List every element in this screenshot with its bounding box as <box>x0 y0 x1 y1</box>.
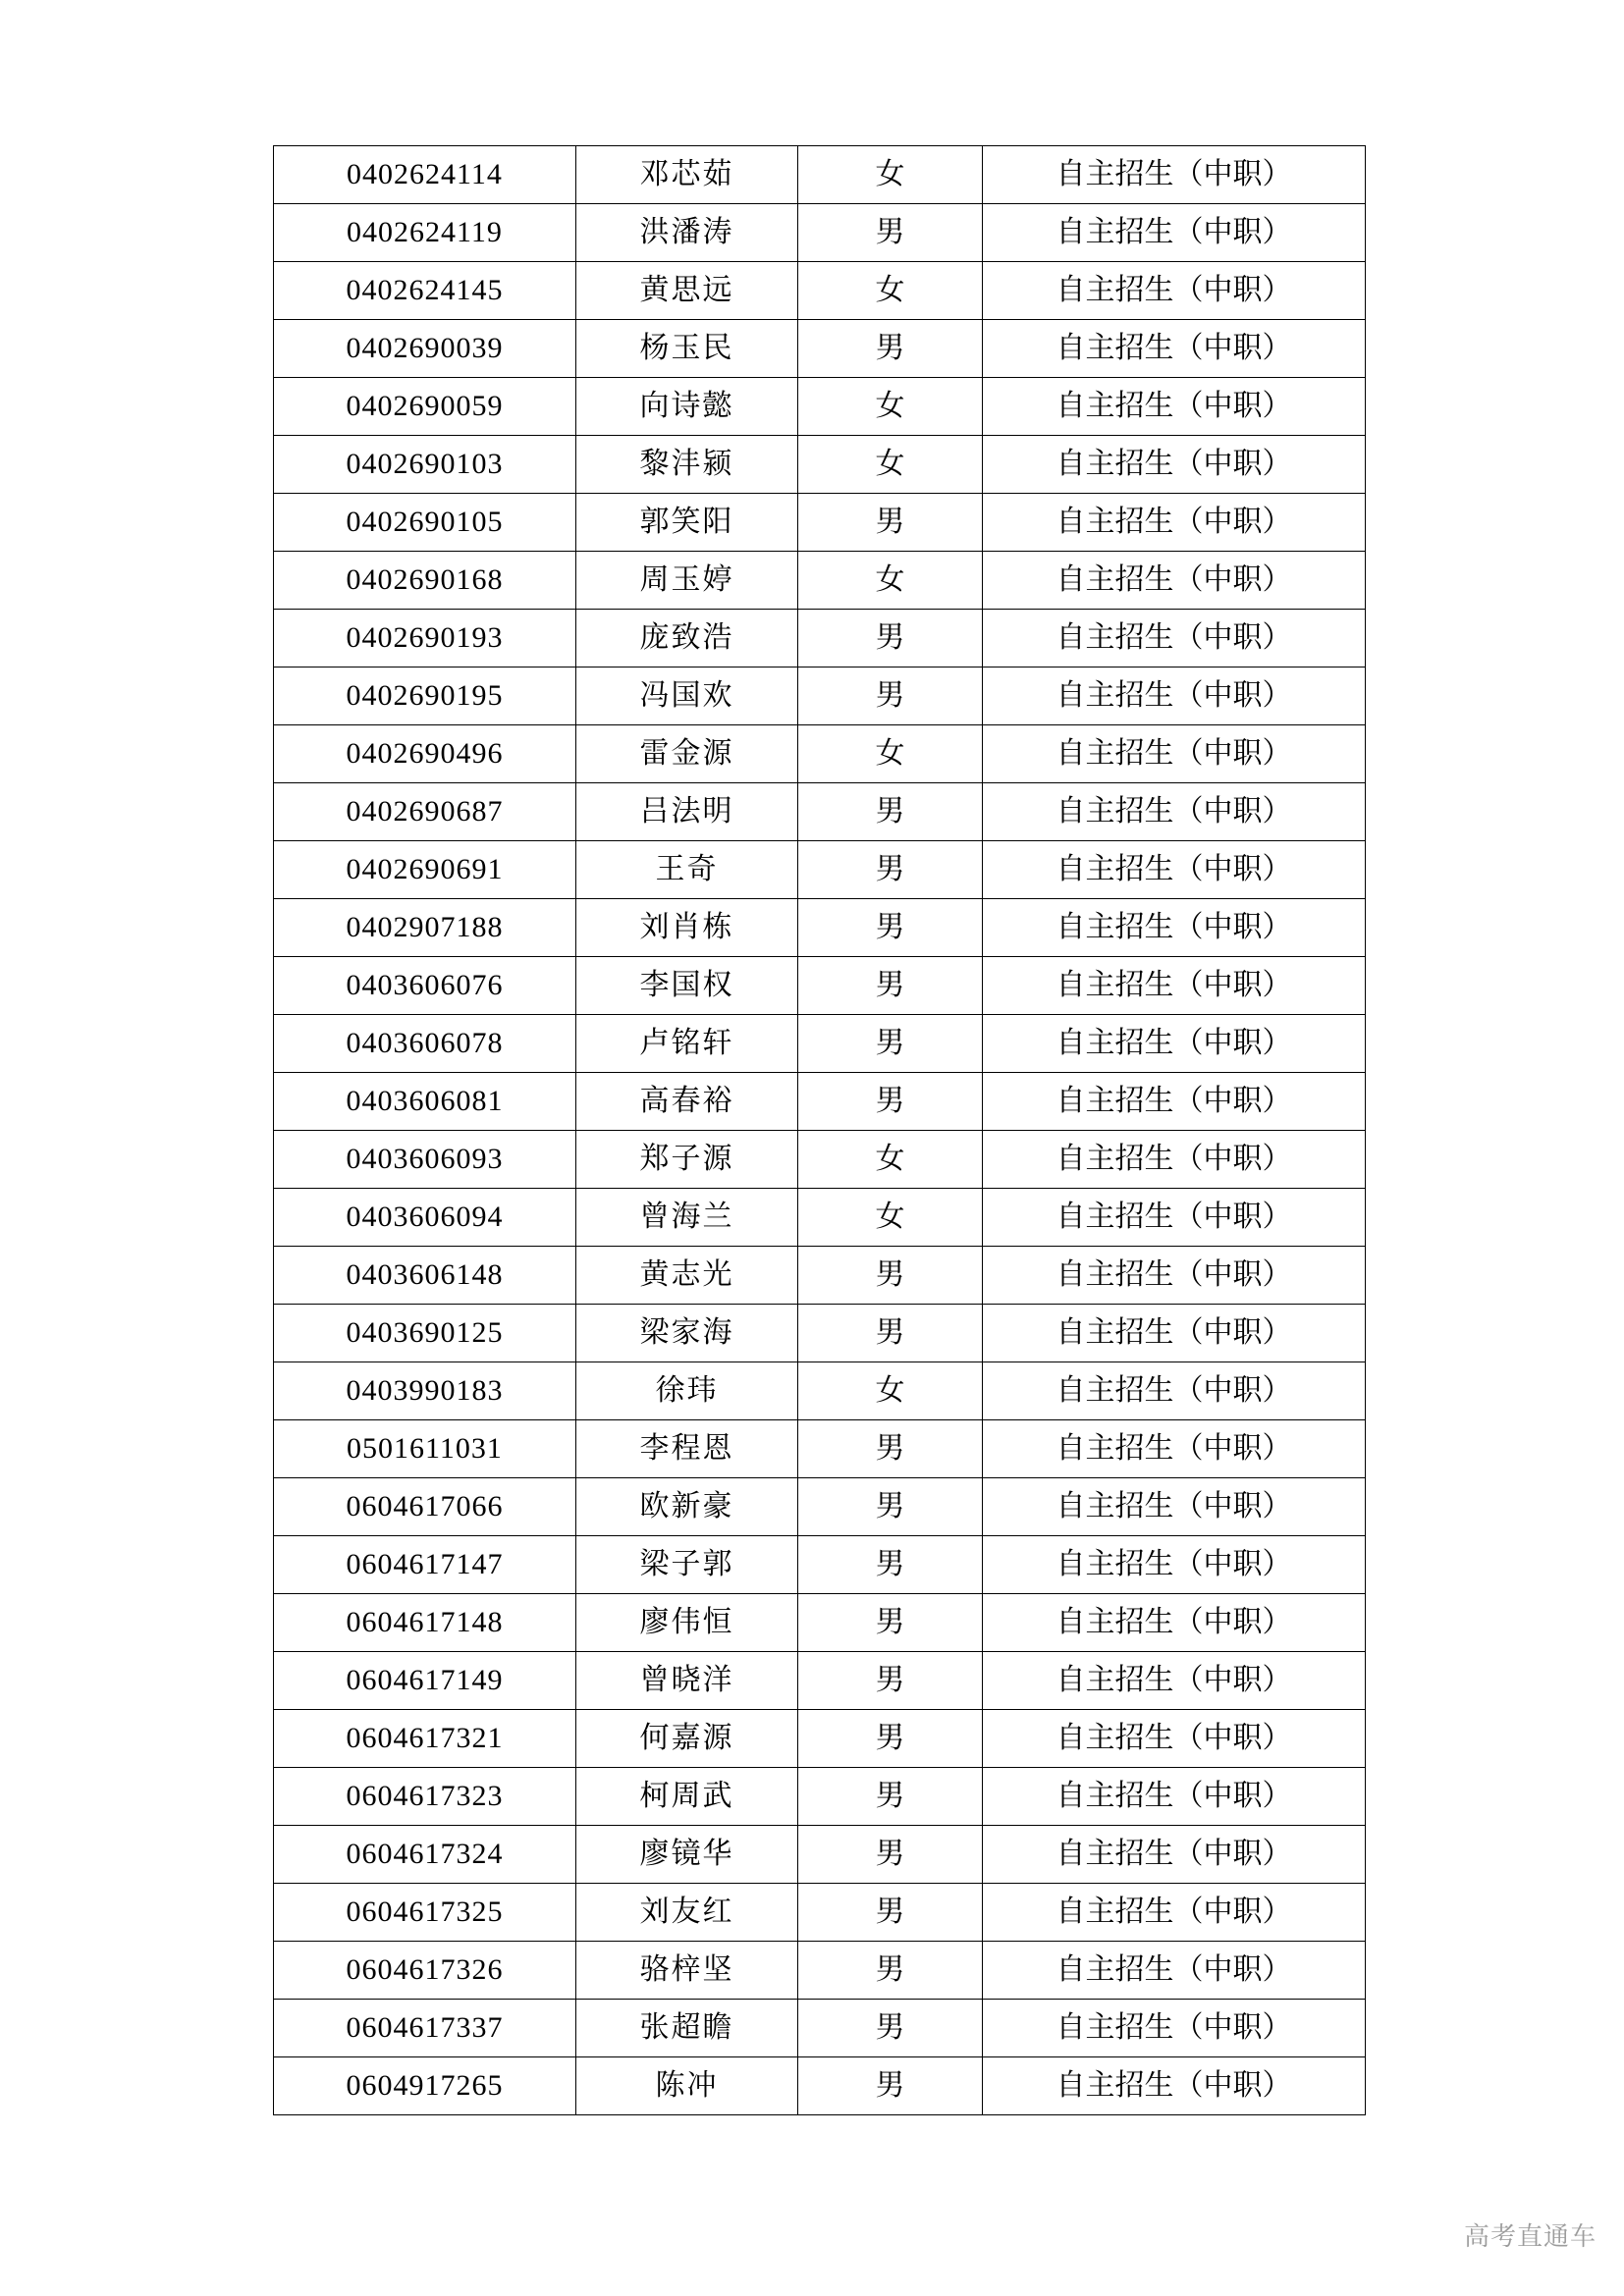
cell-student-name: 黄思远 <box>576 262 798 320</box>
cell-admission-type: 自主招生（中职） <box>983 1536 1366 1594</box>
table-row <box>274 2057 1366 2115</box>
cell-admission-type: 自主招生（中职） <box>983 1478 1366 1536</box>
table-row <box>274 1247 1366 1305</box>
cell-student-name: 郭笑阳 <box>576 494 798 552</box>
cell-student-name: 曾晓洋 <box>576 1652 798 1710</box>
cell-admission-type: 自主招生（中职） <box>983 1652 1366 1710</box>
cell-exam-id: 0402690039 <box>274 320 576 378</box>
table-row <box>274 1478 1366 1536</box>
cell-student-name: 周玉婷 <box>576 552 798 610</box>
cell-admission-type: 自主招生（中职） <box>983 1884 1366 1942</box>
cell-admission-type: 自主招生（中职） <box>983 1305 1366 1362</box>
cell-admission-type: 自主招生（中职） <box>983 320 1366 378</box>
cell-gender: 男 <box>798 783 983 841</box>
cell-gender: 男 <box>798 494 983 552</box>
cell-admission-type: 自主招生（中职） <box>983 1710 1366 1768</box>
table-row <box>274 957 1366 1015</box>
cell-exam-id: 0403690125 <box>274 1305 576 1362</box>
table-row <box>274 146 1366 204</box>
cell-student-name: 陈冲 <box>576 2057 798 2115</box>
cell-exam-id: 0604617337 <box>274 2000 576 2057</box>
cell-gender: 女 <box>798 725 983 783</box>
cell-gender: 男 <box>798 2000 983 2057</box>
table-row <box>274 1131 1366 1189</box>
cell-exam-id: 0604617321 <box>274 1710 576 1768</box>
table-row <box>274 1768 1366 1826</box>
table-row <box>274 725 1366 783</box>
table-row <box>274 899 1366 957</box>
cell-exam-id: 0402690691 <box>274 841 576 899</box>
cell-admission-type: 自主招生（中职） <box>983 436 1366 494</box>
cell-exam-id: 0402624145 <box>274 262 576 320</box>
cell-gender: 女 <box>798 378 983 436</box>
table-row <box>274 1942 1366 2000</box>
cell-admission-type: 自主招生（中职） <box>983 204 1366 262</box>
cell-student-name: 黎沣颍 <box>576 436 798 494</box>
cell-student-name: 雷金源 <box>576 725 798 783</box>
table-row <box>274 1652 1366 1710</box>
cell-gender: 男 <box>798 1826 983 1884</box>
cell-gender: 男 <box>798 1536 983 1594</box>
cell-gender: 男 <box>798 1652 983 1710</box>
cell-exam-id: 0402690059 <box>274 378 576 436</box>
cell-student-name: 杨玉民 <box>576 320 798 378</box>
cell-gender: 女 <box>798 436 983 494</box>
cell-admission-type: 自主招生（中职） <box>983 262 1366 320</box>
cell-admission-type: 自主招生（中职） <box>983 2057 1366 2115</box>
table-row <box>274 1884 1366 1942</box>
cell-exam-id: 0604617323 <box>274 1768 576 1826</box>
cell-student-name: 廖镜华 <box>576 1826 798 1884</box>
cell-gender: 女 <box>798 1362 983 1420</box>
table-row <box>274 783 1366 841</box>
cell-exam-id: 0403606093 <box>274 1131 576 1189</box>
cell-student-name: 李国权 <box>576 957 798 1015</box>
table-row <box>274 436 1366 494</box>
cell-admission-type: 自主招生（中职） <box>983 1942 1366 2000</box>
cell-exam-id: 0402624114 <box>274 146 576 204</box>
table-row <box>274 1826 1366 1884</box>
cell-student-name: 柯周武 <box>576 1768 798 1826</box>
cell-student-name: 李程恩 <box>576 1420 798 1478</box>
cell-exam-id: 0403606094 <box>274 1189 576 1247</box>
cell-gender: 男 <box>798 2057 983 2115</box>
cell-student-name: 邓芯茹 <box>576 146 798 204</box>
cell-gender: 男 <box>798 1710 983 1768</box>
cell-student-name: 梁家海 <box>576 1305 798 1362</box>
cell-student-name: 骆梓坚 <box>576 1942 798 2000</box>
table-row <box>274 204 1366 262</box>
cell-gender: 男 <box>798 320 983 378</box>
cell-gender: 女 <box>798 146 983 204</box>
cell-admission-type: 自主招生（中职） <box>983 552 1366 610</box>
table-row <box>274 1189 1366 1247</box>
cell-admission-type: 自主招生（中职） <box>983 1768 1366 1826</box>
cell-gender: 男 <box>798 1073 983 1131</box>
cell-exam-id: 0501611031 <box>274 1420 576 1478</box>
table-row <box>274 2000 1366 2057</box>
cell-student-name: 梁子郭 <box>576 1536 798 1594</box>
table-row <box>274 262 1366 320</box>
cell-gender: 男 <box>798 1594 983 1652</box>
table-row <box>274 1015 1366 1073</box>
cell-exam-id: 0402690687 <box>274 783 576 841</box>
cell-admission-type: 自主招生（中职） <box>983 1131 1366 1189</box>
admissions-table-body <box>274 146 1366 2115</box>
cell-student-name: 王奇 <box>576 841 798 899</box>
table-row <box>274 320 1366 378</box>
cell-gender: 男 <box>798 1305 983 1362</box>
cell-gender: 男 <box>798 1478 983 1536</box>
cell-exam-id: 0604617326 <box>274 1942 576 2000</box>
table-row <box>274 1073 1366 1131</box>
cell-student-name: 郑子源 <box>576 1131 798 1189</box>
cell-exam-id: 0402690105 <box>274 494 576 552</box>
table-row <box>274 494 1366 552</box>
cell-admission-type: 自主招生（中职） <box>983 1826 1366 1884</box>
cell-exam-id: 0402907188 <box>274 899 576 957</box>
cell-gender: 男 <box>798 1768 983 1826</box>
cell-student-name: 张超瞻 <box>576 2000 798 2057</box>
cell-admission-type: 自主招生（中职） <box>983 1594 1366 1652</box>
cell-gender: 女 <box>798 1189 983 1247</box>
table-row <box>274 1420 1366 1478</box>
cell-gender: 男 <box>798 1247 983 1305</box>
cell-admission-type: 自主招生（中职） <box>983 841 1366 899</box>
cell-exam-id: 0402690195 <box>274 667 576 725</box>
cell-exam-id: 0402690193 <box>274 610 576 667</box>
cell-student-name: 向诗懿 <box>576 378 798 436</box>
cell-student-name: 卢铭轩 <box>576 1015 798 1073</box>
cell-gender: 男 <box>798 841 983 899</box>
cell-exam-id: 0604617325 <box>274 1884 576 1942</box>
cell-admission-type: 自主招生（中职） <box>983 494 1366 552</box>
cell-gender: 男 <box>798 204 983 262</box>
cell-gender: 男 <box>798 610 983 667</box>
cell-gender: 女 <box>798 552 983 610</box>
cell-student-name: 徐玮 <box>576 1362 798 1420</box>
cell-exam-id: 0402690103 <box>274 436 576 494</box>
cell-exam-id: 0403990183 <box>274 1362 576 1420</box>
cell-exam-id: 0604617147 <box>274 1536 576 1594</box>
cell-student-name: 何嘉源 <box>576 1710 798 1768</box>
cell-gender: 男 <box>798 1015 983 1073</box>
cell-admission-type: 自主招生（中职） <box>983 725 1366 783</box>
cell-student-name: 曾海兰 <box>576 1189 798 1247</box>
cell-student-name: 刘友红 <box>576 1884 798 1942</box>
cell-admission-type: 自主招生（中职） <box>983 2000 1366 2057</box>
cell-admission-type: 自主招生（中职） <box>983 1362 1366 1420</box>
table-row <box>274 378 1366 436</box>
cell-admission-type: 自主招生（中职） <box>983 1073 1366 1131</box>
cell-student-name: 欧新豪 <box>576 1478 798 1536</box>
table-row <box>274 1710 1366 1768</box>
cell-admission-type: 自主招生（中职） <box>983 1015 1366 1073</box>
cell-student-name: 洪潘涛 <box>576 204 798 262</box>
cell-student-name: 吕法明 <box>576 783 798 841</box>
cell-student-name: 廖伟恒 <box>576 1594 798 1652</box>
cell-exam-id: 0604617148 <box>274 1594 576 1652</box>
cell-admission-type: 自主招生（中职） <box>983 1420 1366 1478</box>
cell-student-name: 冯国欢 <box>576 667 798 725</box>
cell-gender: 男 <box>798 1420 983 1478</box>
cell-admission-type: 自主招生（中职） <box>983 610 1366 667</box>
cell-gender: 男 <box>798 1884 983 1942</box>
cell-exam-id: 0402624119 <box>274 204 576 262</box>
cell-exam-id: 0604917265 <box>274 2057 576 2115</box>
cell-exam-id: 0403606081 <box>274 1073 576 1131</box>
admissions-table <box>273 145 1366 2115</box>
cell-admission-type: 自主招生（中职） <box>983 1247 1366 1305</box>
cell-exam-id: 0403606078 <box>274 1015 576 1073</box>
table-row <box>274 1362 1366 1420</box>
cell-admission-type: 自主招生（中职） <box>983 783 1366 841</box>
table-row <box>274 1536 1366 1594</box>
cell-gender: 男 <box>798 957 983 1015</box>
table-row <box>274 1305 1366 1362</box>
cell-exam-id: 0403606148 <box>274 1247 576 1305</box>
cell-admission-type: 自主招生（中职） <box>983 957 1366 1015</box>
table-row <box>274 841 1366 899</box>
cell-admission-type: 自主招生（中职） <box>983 378 1366 436</box>
cell-gender: 男 <box>798 899 983 957</box>
table-row <box>274 1594 1366 1652</box>
cell-gender: 女 <box>798 1131 983 1189</box>
cell-student-name: 庞致浩 <box>576 610 798 667</box>
cell-student-name: 刘肖栋 <box>576 899 798 957</box>
cell-gender: 男 <box>798 667 983 725</box>
cell-student-name: 高春裕 <box>576 1073 798 1131</box>
cell-exam-id: 0604617324 <box>274 1826 576 1884</box>
cell-exam-id: 0604617066 <box>274 1478 576 1536</box>
cell-admission-type: 自主招生（中职） <box>983 1189 1366 1247</box>
table-row <box>274 552 1366 610</box>
cell-admission-type: 自主招生（中职） <box>983 899 1366 957</box>
watermark-text: 高考直通车 <box>1463 2221 1597 2251</box>
cell-gender: 女 <box>798 262 983 320</box>
cell-admission-type: 自主招生（中职） <box>983 667 1366 725</box>
cell-exam-id: 0403606076 <box>274 957 576 1015</box>
table-row <box>274 610 1366 667</box>
cell-admission-type: 自主招生（中职） <box>983 146 1366 204</box>
cell-exam-id: 0604617149 <box>274 1652 576 1710</box>
table-row <box>274 667 1366 725</box>
cell-exam-id: 0402690496 <box>274 725 576 783</box>
cell-student-name: 黄志光 <box>576 1247 798 1305</box>
cell-gender: 男 <box>798 1942 983 2000</box>
cell-exam-id: 0402690168 <box>274 552 576 610</box>
